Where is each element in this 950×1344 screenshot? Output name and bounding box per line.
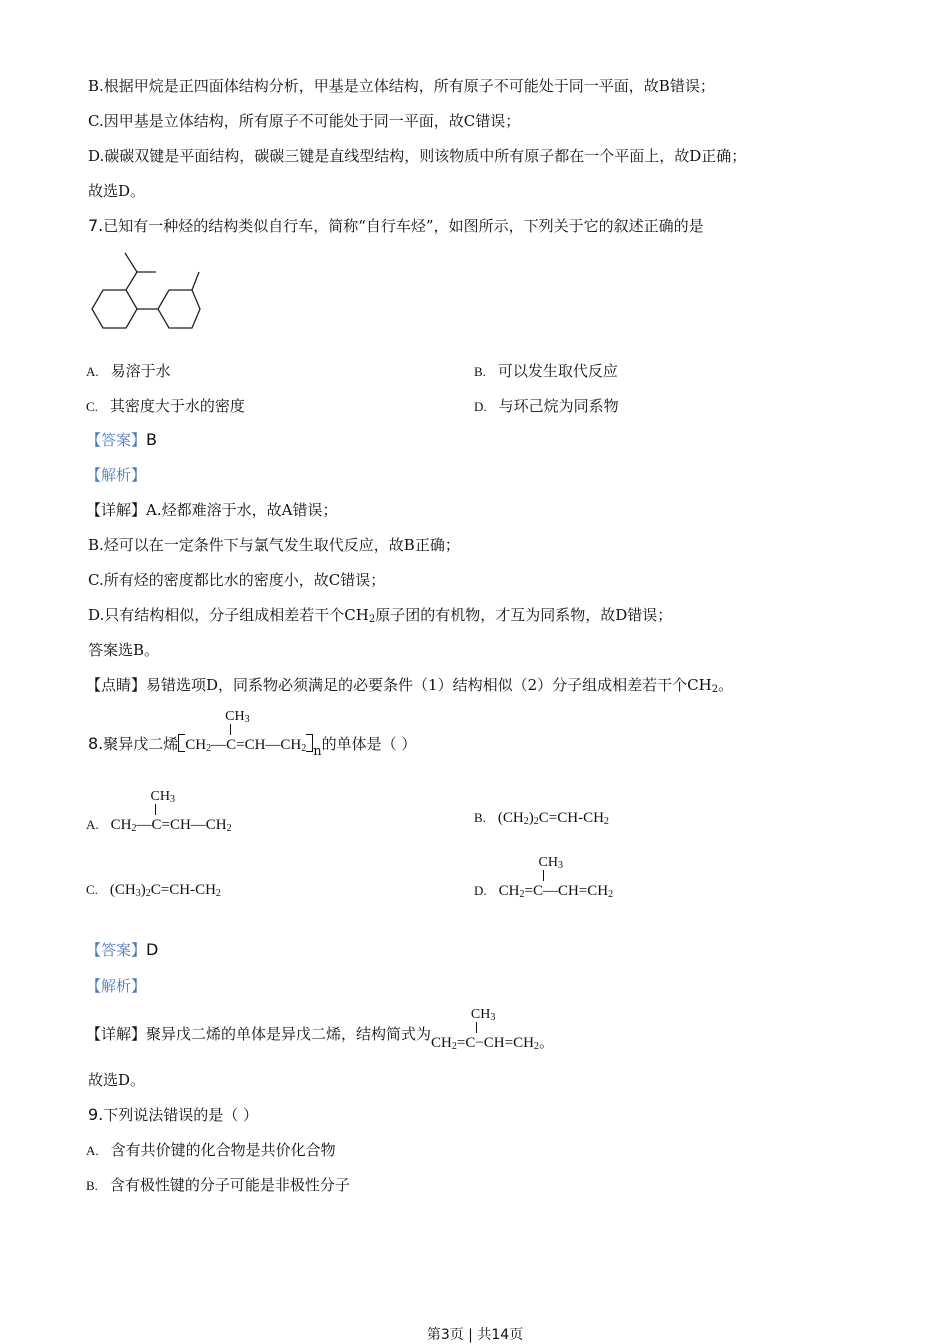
answer-line: 【答案】B (86, 430, 157, 449)
option-a: A. 含有共价键的化合物是共价化合物 (86, 1141, 336, 1159)
text-line: C.因甲基是立体结构，所有原子不可能处于同一平面，故C错误； (88, 112, 521, 130)
option-a: A. $CH_2$ $CH_3$ $—C=CH—CH_2$ (86, 789, 232, 834)
option-b: B. 可以发生取代反应 (474, 362, 618, 380)
analysis-tag: 【解析】 (86, 466, 147, 484)
text-line: B.烃可以在一定条件下与氯气发生取代反应，故B正确； (88, 536, 460, 554)
page-footer: 第3页 | 共14页 (426, 1327, 524, 1343)
option-b: B. $(CH_2)_2C=CH-CH_2$ (474, 810, 609, 827)
polymer-formula: $CH_2$ $CH_3$ $—C=CH—CH_2$ (185, 709, 307, 754)
option-c: C. $(CH_3)_2C=CH-CH_2$ (86, 882, 221, 899)
answer-line: 【答案】D (86, 940, 159, 959)
question-7-stem: 7.已知有一种烃的结构类似自行车，简称“自行车烃”，如图所示，下列关于它的叙述正确的是 (88, 216, 704, 235)
option-d: D. $CH_2$ $CH_3$ $=C—CH=CH_2$ (474, 855, 614, 900)
detail-line: 【详解】聚异戊二烯的单体是异戊二烯，结构简式为$CH_2$ $CH_3$ $=C-CH=CH_2$。 (86, 1007, 554, 1052)
text-line: 故选D。 (88, 182, 146, 200)
detail-line: 【详解】A.烃都难溶于水，故A错误； (86, 501, 338, 519)
option-a: A. 易溶于水 (86, 362, 171, 380)
question-9-stem: 9.下列说法错误的是（ ） (88, 1105, 259, 1124)
question-8-stem: 8.聚异戊二烯 $CH_2$ $CH_3$ $—C=CH—CH_2$ $_n$的单体是（ ） (88, 709, 417, 759)
option-c: C. 其密度大于水的密度 (86, 397, 245, 415)
text-line: 故选D。 (88, 1071, 146, 1089)
text-line: B.根据甲烷是正四面体结构分析，甲基是立体结构，所有原子不可能处于同一平面，故B错误； (88, 77, 715, 95)
text-line: D.碳碳双键是平面结构，碳碳三键是直线型结构，则该物质中所有原子都在一个平面上，故D正确； (88, 147, 747, 165)
option-b: B. 含有极性键的分子可能是非极性分子 (86, 1176, 350, 1194)
text-line: 答案选B。 (88, 641, 160, 659)
polymer-bracket-right (306, 734, 313, 752)
option-d: D. 与环己烷为同系物 (474, 397, 619, 415)
polymer-bracket-left (178, 734, 185, 752)
text-line: C.所有烃的密度都比水的密度小，故C错误； (88, 571, 386, 589)
analysis-tag: 【解析】 (86, 977, 147, 995)
text-line: D.只有结构相似，分子组成相差若干个$CH_2$原子团的有机物，才互为同系物，故D错误； (88, 606, 673, 625)
tip-line: 【点睛】易错选项D，同系物必须满足的必要条件（1）结构相似（2）分子组成相差若干个$CH_2$。 (86, 676, 734, 695)
bicycle-hydrocarbon-structure (80, 240, 220, 340)
